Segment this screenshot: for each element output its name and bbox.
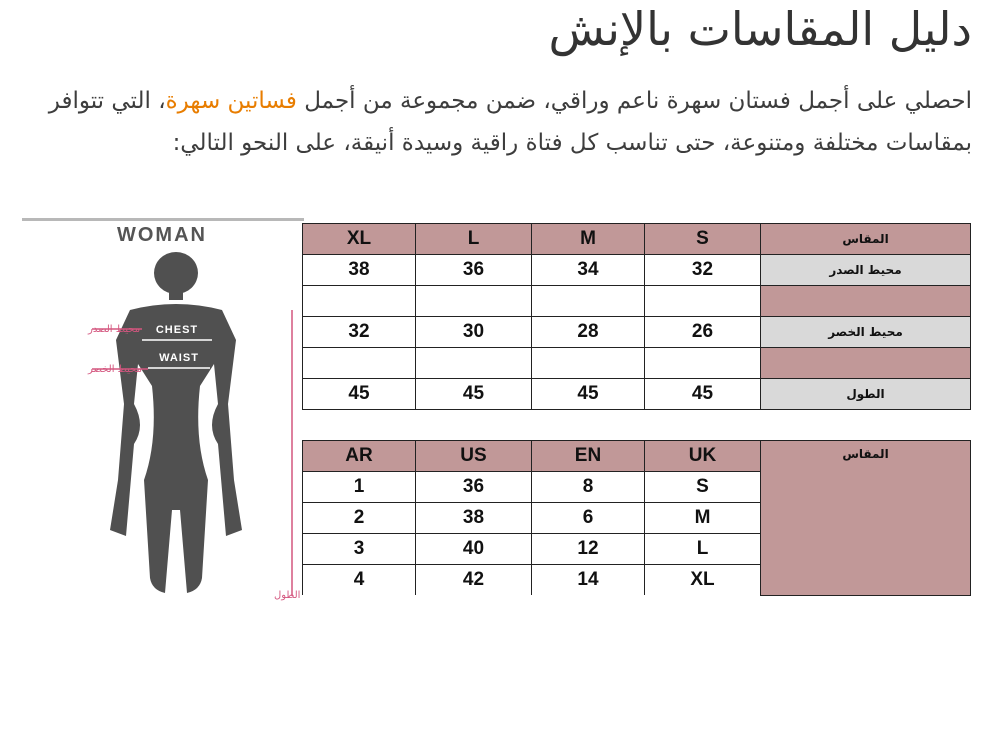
- waist-ar-label: محيط الخصر: [88, 364, 142, 375]
- waist-label: WAIST: [159, 352, 199, 364]
- row-label: محيط الخصر: [761, 317, 971, 348]
- empty-cell: [761, 348, 971, 379]
- table-cell: UK: [645, 441, 761, 472]
- table-cell: 6: [532, 503, 645, 534]
- table-cell: XL: [303, 224, 416, 255]
- table-cell: S: [645, 472, 761, 503]
- empty-cell: [303, 410, 416, 441]
- conversion-header-row: [303, 441, 971, 472]
- table-cell: 45: [416, 379, 532, 410]
- empty-cell: [416, 410, 532, 441]
- empty-cell: [761, 286, 971, 317]
- table-cell: 38: [303, 255, 416, 286]
- length-ar-label: الطول: [274, 590, 301, 601]
- table-cell: M: [645, 503, 761, 534]
- table-row: [303, 286, 971, 317]
- intro-text-start: احصلي على أجمل فستان سهرة ناعم وراقي، ضمن مجموعة من أجمل: [296, 88, 972, 114]
- row-label: محيط الصدر: [761, 255, 971, 286]
- table-row: [303, 317, 971, 348]
- chest-ar-label: محيط الصدر: [88, 324, 141, 335]
- table-cell: 34: [532, 255, 645, 286]
- woman-label: WOMAN: [117, 224, 207, 246]
- evening-dresses-link[interactable]: فساتين سهرة: [165, 88, 297, 114]
- table-cell: 40: [416, 534, 532, 565]
- table-row: [303, 379, 971, 410]
- body-silhouette-icon: [110, 252, 242, 593]
- table-cell: 45: [303, 379, 416, 410]
- table-cell: XL: [645, 565, 761, 596]
- table-cell: 42: [416, 565, 532, 596]
- empty-cell: [303, 348, 416, 379]
- empty-cell: [416, 348, 532, 379]
- table-cell: 12: [532, 534, 645, 565]
- table-cell: 45: [532, 379, 645, 410]
- table-cell: 38: [416, 503, 532, 534]
- intro-paragraph: [12, 80, 972, 164]
- intro-text-end: ، التي تتوافر بمقاسات مختلفة ومتنوعة، حتى تناسب كل فتاة راقية وسيدة أنيقة، على النحو التالي:: [48, 88, 972, 156]
- table-cell: L: [416, 224, 532, 255]
- table-cell: 8: [532, 472, 645, 503]
- size-chart-table: [302, 223, 971, 596]
- woman-silhouette-figure: [22, 218, 322, 610]
- table-cell: 26: [645, 317, 761, 348]
- page-title: دليل المقاسات بالإنش: [548, 2, 972, 56]
- empty-cell: [645, 348, 761, 379]
- table-cell: 2: [303, 503, 416, 534]
- table-cell: 32: [645, 255, 761, 286]
- table-cell: S: [645, 224, 761, 255]
- table-cell: 1: [303, 472, 416, 503]
- row-label: الطول: [761, 379, 971, 410]
- spacer-row: [303, 410, 971, 441]
- table-cell: 3: [303, 534, 416, 565]
- table-cell: L: [645, 534, 761, 565]
- row-label: المقاس: [761, 441, 971, 596]
- empty-cell: [645, 286, 761, 317]
- table-cell: 36: [416, 472, 532, 503]
- table-cell: 28: [532, 317, 645, 348]
- table-cell: 32: [303, 317, 416, 348]
- empty-cell: [303, 286, 416, 317]
- table-cell: M: [532, 224, 645, 255]
- empty-cell: [416, 286, 532, 317]
- empty-cell: [532, 348, 645, 379]
- row-label: المقاس: [761, 224, 971, 255]
- table-cell: 4: [303, 565, 416, 596]
- table-cell: 36: [416, 255, 532, 286]
- empty-cell: [645, 410, 761, 441]
- table-cell: AR: [303, 441, 416, 472]
- size-header-row: [303, 224, 971, 255]
- chest-label: CHEST: [155, 324, 199, 336]
- empty-cell: [532, 410, 645, 441]
- empty-cell: [532, 286, 645, 317]
- table-cell: EN: [532, 441, 645, 472]
- table-cell: 45: [645, 379, 761, 410]
- table-row: [303, 348, 971, 379]
- size-guide-image: [22, 218, 972, 610]
- empty-cell: [761, 410, 971, 441]
- table-cell: 30: [416, 317, 532, 348]
- table-cell: 14: [532, 565, 645, 596]
- table-row: [303, 255, 971, 286]
- table-cell: US: [416, 441, 532, 472]
